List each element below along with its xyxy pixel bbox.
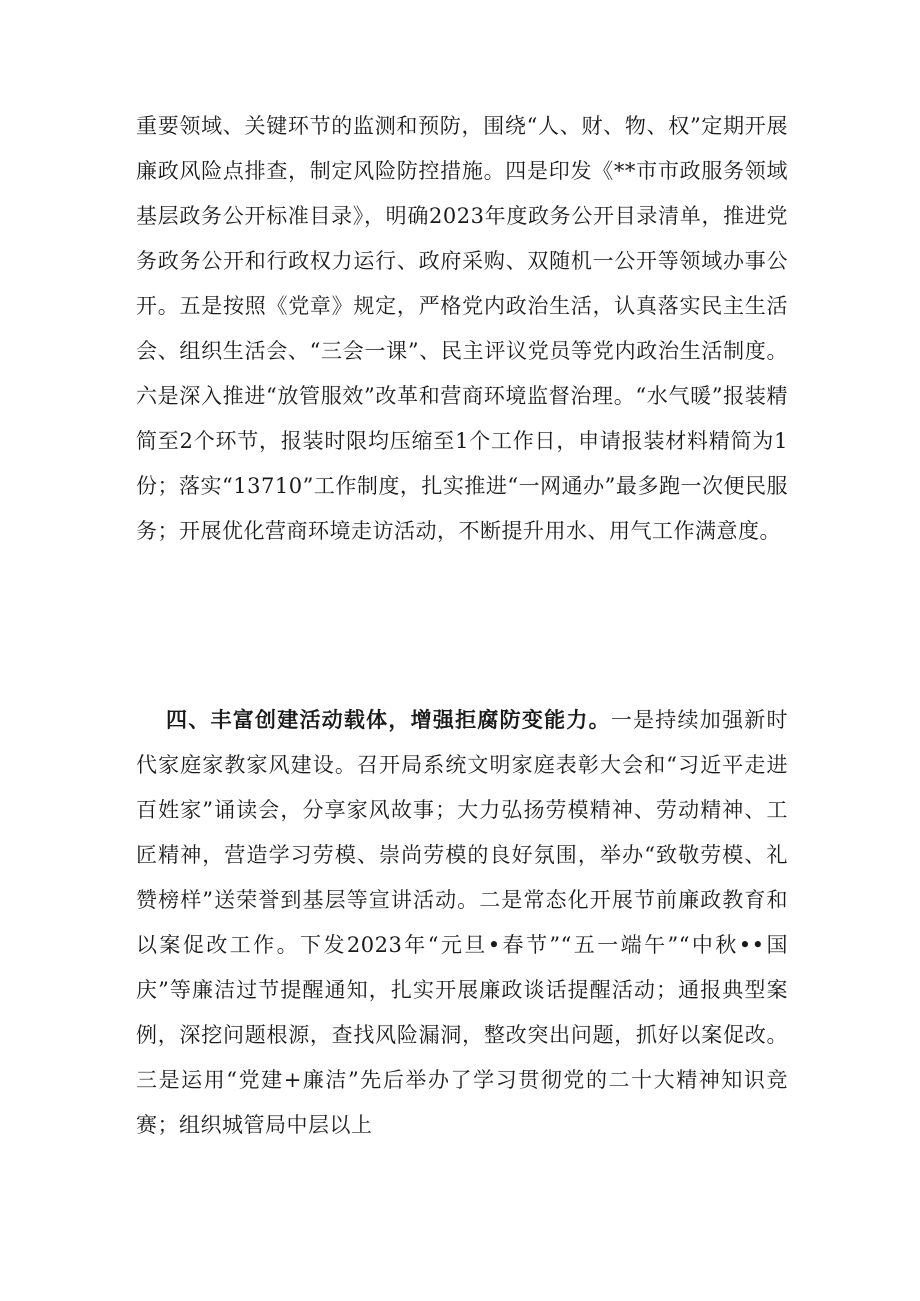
body-paragraph-1: 重要领域、关键环节的监测和预防，围绕“人、财、物、权”定期开展廉政风险点排查，制定风险防控措施。四是印发《**市市政服务领域基层政务公开标准目录》，明确2023年度政务公开目录清单，推进党务政务公开和行政权力运行、政府采购、双随机一公开等领域办事公开。五是按照《党章》规定，严格党内政治生活，认真落实民主生活会、组织生活会、“三会一课”、民主评议党员等党内政治生活制度。六是深入推进“放管服效”改革和营商环境监督治理。“水气暖”报装精简至2个环节，报装时限均压缩至1个工作日，申请报装材料精简为1份；落实“13710”工作制度，扎实推进“一网通办”最多跑一次便民服务；开展优化营商环境走访活动，不断提升用水、用气工作满意度。 [136,114,788,543]
section-heading: 四、丰富创建活动载体，增强拒腐防变能力。 [166,707,611,732]
section-body: 一是持续加强新时代家庭家教家风建设。召开局系统文明家庭表彰大会和“习近平走进百姓家”诵读会，分享家风故事；大力弘扬劳模精神、劳动精神、工匠精神，营造学习劳模、崇尚劳模的良好氛围，举办“致敬劳模、礼赞榜样”送荣誉到基层等宣讲活动。二是常态化开展节前廉政教育和以案促改工作。下发2023年“元旦•春节”“五一端午”“中秋••国庆”等廉洁过节提醒通知，扎实开展廉政谈话提醒活动；通报典型案例，深挖问题根源，查找风险漏洞，整改突出问题，抓好以案促改。三是运用“党建+廉洁”先后举办了学习贯彻党的二十大精神知识竞赛；组织城管局中层以上 [136,708,789,1137]
body-paragraph-2 [136,697,788,1148]
